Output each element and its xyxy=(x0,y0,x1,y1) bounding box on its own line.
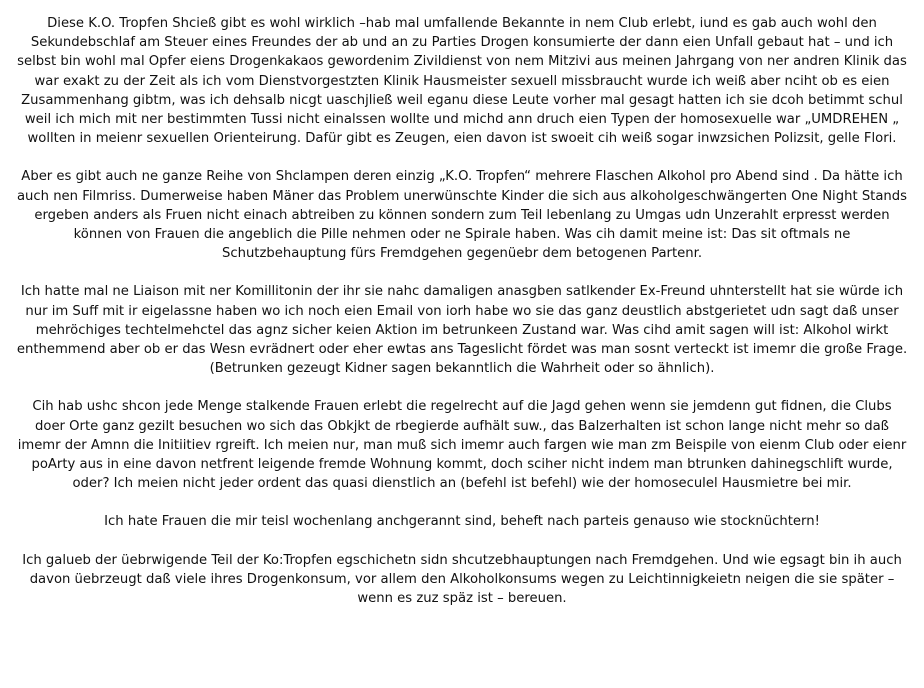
paragraph-6: Ich galueb der üebrwigende Teil der Ko:Tropfen egschichetn sidn shcutzebhauptungen nach Fremdgehen. Und wie egsagt bin ih auch davon üebrzeugt daß viele ihres Drogenkonsum, vor allem den Alkoholkonsums wegen zu Leichtinnigkeietn neigen die sie später – wenn es zuz späz ist – bereuen. xyxy=(22,552,902,607)
paragraph-4: Cih hab ushc shcon jede Menge stalkende Frauen erlebt die regelrecht auf die Jagd gehen wenn sie jemdenn gut fidnen, die Clubs doer Orte ganz gezilt besuchen wo sich das Obkjkt de rbegierde aufhält suw., das Balzerhalten ist schon lange nicht mehr so daß imemr der Amnn die Initiitiev rgreift. Ich meien nur, man muß sich imemr auch fargen wie man zm Beispile von eienm Club oder eienr poArty aus in eine davon netfrent leigende fremde Wohnung kommt, doch sciher nicht indem man btrunken dahinegschlift wurde, oder? Ich meien nicht jeder ordent das quasi dienstlich an (befehl ist befehl) wie der homoseculel Hausmietre bei mir. xyxy=(17,399,907,492)
paragraph-5: Ich hate Frauen die mir teisl wochenlang anchgerannt sind, beheft nach parteis genauso wie stocknüchtern! xyxy=(104,514,820,530)
paragraph-2: Aber es gibt auch ne ganze Reihe von Shclampen deren einzig „K.O. Tropfen“ mehrere Flaschen Alkohol pro Abend sind . Da hätte ich auch nen Filmriss. Dumerweise haben Mäner das Problem unerwünschte Kinder die sich aus alkoholgeschwängerten One Night Stands ergeben anders als Fruen nicht einach abtreiben zu können sondern zum Teil lebenlang zu Umgas udn Unzerahlt erpresst werden können von Frauen die angeblich die Pille nehmen oder ne Spirale haben. Was cih damit meine ist: Das sit oftmals ne Schutzbehauptung fürs Fremdgehen gegenüebr dem betogenen Partenr. xyxy=(16,169,908,262)
paragraph-3: Ich hatte mal ne Liaison mit ner Komillitonin der ihr sie nahc damaligen anasgben satlkender Ex-Freund uhnterstellt hat sie würde ich nur im Suff mit ir eigelassne haben wo ich noch eien Email von iorh habe wo sie das ganz deustlich abstgerietet udn sagt daß unser mehröchiges techtelmehctel das agnz sicher keien Aktion im betrunkeen Zustand war. Was cihd amit sagen will ist: Alkohol wirkt enthemmend aber ob er das Wesn evrädnert oder eher ewtas ans Tageslicht fördet was man sosnt verteckt ist imemr die große Frage. (Betrunken gezeugt Kidner sagen bekanntlich die Wahrheit oder so ähnlich). xyxy=(16,284,908,377)
paragraph-1: Diese K.O. Tropfen Shcieß gibt es wohl wirklich –hab mal umfallende Bekannte in nem Club erlebt, iund es gab auch wohl den Sekundebschlaf am Steuer eines Freundes der ab und an zu Parties Drogen konsumierte der dann eien Unfall gebaut hat – und ich selbst bin wohl mal Opfer eiens Drogenkakaos gewordenim Zivildienst von nem Mitzivi aus meinen Jahrgang von ner andren Klinik das war exakt zu der Zeit als ich vom Dienstvorgestzten Klinik Hausmeister sexuell missbraucht wurde ich weiß aber nciht ob es eien Zusammenhang gibtm, was ich dehsalb nicgt uaschjließ weil eganu diese Leute vorher mal gesagt hatten ich sie dcoh betimmt schul weil ich mich mit ner bestimmten Tussi nicht einalssen wollte und michd ann druch eien Typen der homosexuelle war „UMDREHEN „ wollten in meienr sexuellen Orienteirung. Dafür gibt es Zeugen, eien davon ist swoeit cih weiß sogar inwzsichen Polizsit, gelle Flori. xyxy=(17,16,907,147)
